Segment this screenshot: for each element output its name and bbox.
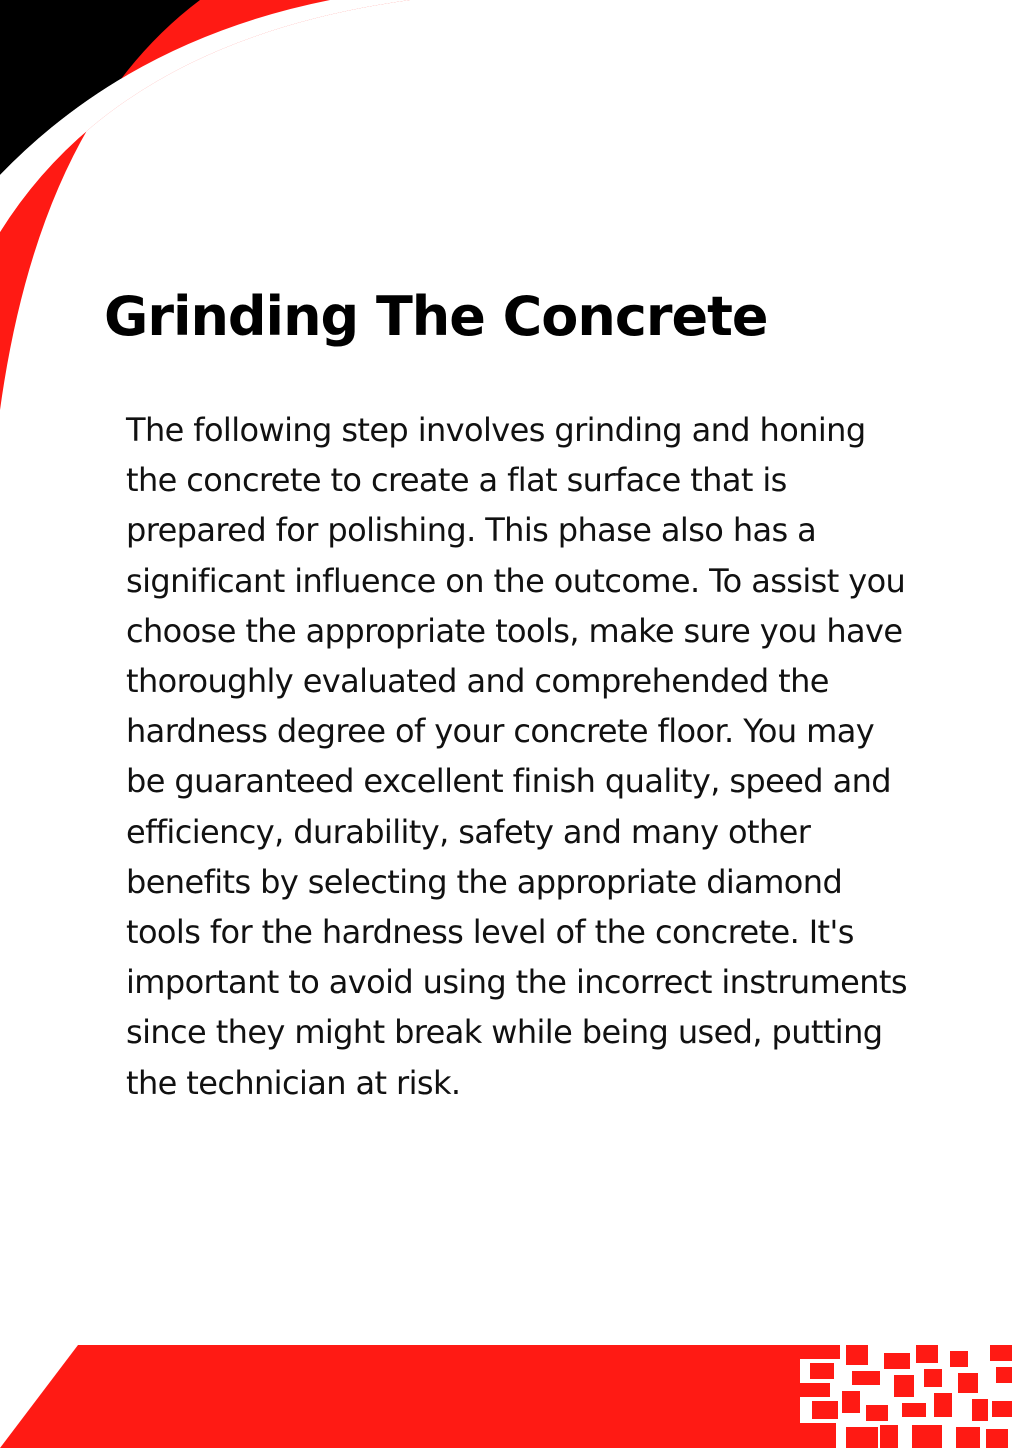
page-title: Grinding The Concrete <box>104 285 768 348</box>
pixel-mosaic-decoration <box>800 1345 1012 1448</box>
bottom-red-band-decoration <box>0 1345 1024 1448</box>
top-left-swoosh-decoration <box>0 0 420 420</box>
body-paragraph: The following step involves grinding and honing the concrete to create a flat surface that is prepared for polishing. This phase also has a significant influence on the outcome. To assist you choose the appropriate tools, make sure you have thoroughly evaluated and comprehended the hardness degree of your concrete floor. You may be guaranteed excellent finish quality, speed and efficiency, durability, safety and many other benefits by selecting the appropriate diamond tools for the hardness level of the concrete. It's important to avoid using the incorrect instruments since they might break while being used, putting the technician at risk. <box>126 411 907 1102</box>
red-band <box>0 1345 800 1448</box>
